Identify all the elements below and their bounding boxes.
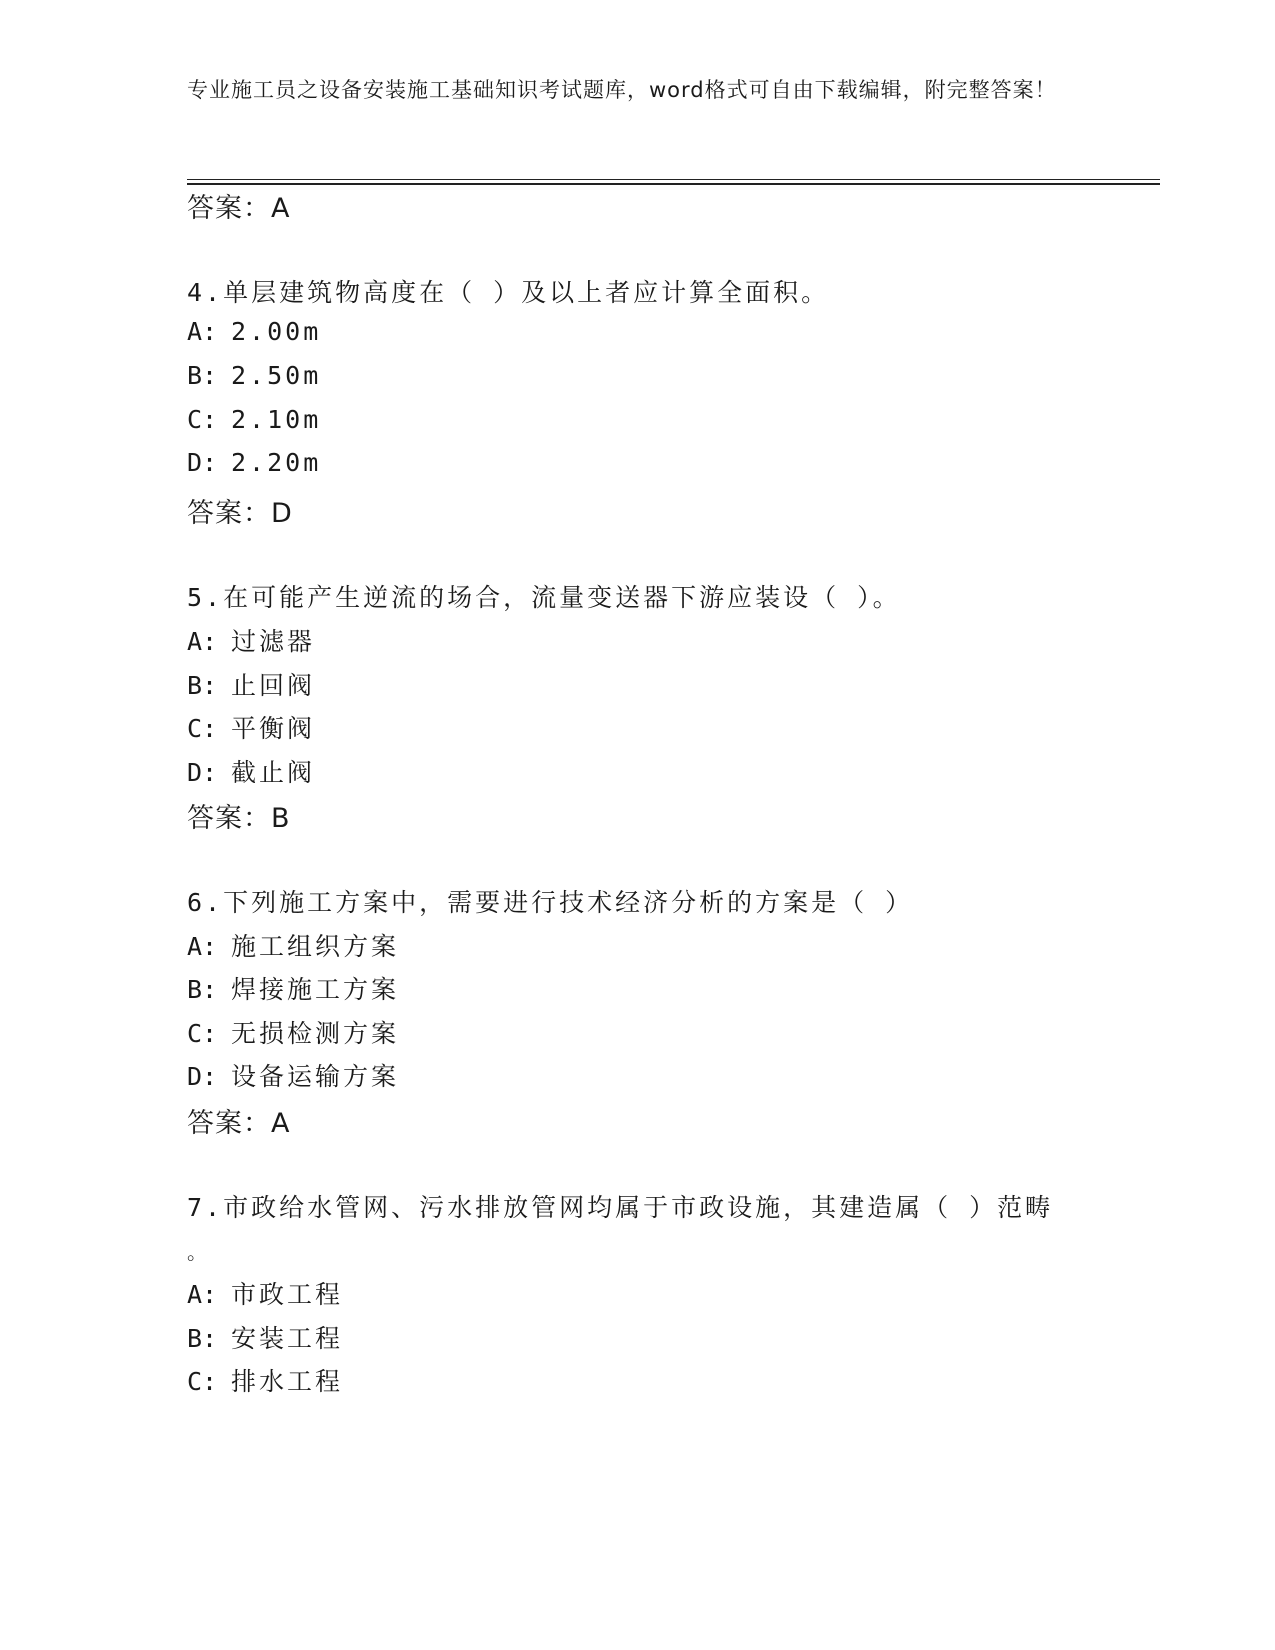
option-text: 2.00m — [231, 317, 322, 346]
answer-value: D — [271, 498, 293, 529]
option-label: A: — [187, 317, 218, 346]
option-label: C: — [187, 405, 218, 434]
option-a — [187, 1275, 343, 1311]
answer-value: A — [271, 1108, 291, 1139]
option-text: 排水工程 — [231, 1367, 344, 1396]
option-label: A: — [187, 627, 218, 656]
answer-value: B — [271, 803, 291, 834]
option-text: 平衡阀 — [231, 714, 316, 743]
option-label: A: — [187, 1280, 218, 1309]
option-label: D: — [187, 448, 218, 477]
option-text: 安装工程 — [231, 1324, 344, 1353]
option-d — [187, 448, 321, 477]
question-stem: 市政给水管网、污水排放管网均属于市政设施，其建造属（ ）范畴 — [223, 1193, 1054, 1222]
answer-line — [187, 491, 293, 530]
question-6-text — [187, 883, 913, 919]
question-7-text — [187, 1188, 1053, 1224]
option-label: D: — [187, 1062, 218, 1091]
header-divider-thin — [187, 179, 1160, 180]
option-d — [187, 1057, 399, 1093]
option-c — [187, 405, 321, 434]
answer-line — [187, 796, 291, 835]
option-text: 施工组织方案 — [231, 932, 400, 961]
question-5-text — [187, 578, 901, 614]
question-4-text — [187, 273, 829, 309]
option-c — [187, 709, 315, 745]
option-label: B: — [187, 671, 218, 700]
option-label: D: — [187, 758, 218, 787]
option-text: 2.20m — [231, 448, 322, 477]
option-c — [187, 1362, 343, 1398]
option-text: 2.10m — [231, 405, 322, 434]
option-label: C: — [187, 1367, 218, 1396]
option-b — [187, 666, 315, 702]
answer-label: 答案： — [187, 803, 271, 834]
option-a — [187, 622, 315, 658]
answer-label: 答案： — [187, 193, 271, 224]
option-b — [187, 1319, 343, 1355]
question-number: 4. — [187, 278, 224, 307]
option-text: 止回阀 — [231, 671, 316, 700]
option-text: 无损检测方案 — [231, 1019, 400, 1048]
answer-line — [187, 1101, 290, 1140]
question-number: 6. — [187, 888, 224, 917]
option-text: 2.50m — [231, 361, 322, 390]
option-a — [187, 317, 321, 346]
answer-line — [187, 186, 290, 225]
header-divider-thick — [187, 183, 1160, 185]
option-b — [187, 970, 399, 1006]
option-text: 设备运输方案 — [231, 1062, 400, 1091]
option-b — [187, 361, 321, 390]
option-text: 市政工程 — [231, 1280, 344, 1309]
option-label: C: — [187, 1019, 218, 1048]
question-number: 7. — [187, 1193, 224, 1222]
question-number: 5. — [187, 583, 224, 612]
option-label: B: — [187, 361, 218, 390]
option-c — [187, 1014, 399, 1050]
answer-label: 答案： — [187, 498, 271, 529]
option-label: C: — [187, 714, 218, 743]
question-stem: 在可能产生逆流的场合，流量变送器下游应装设（ ）。 — [223, 583, 901, 612]
option-text: 截止阀 — [231, 758, 316, 787]
option-label: B: — [187, 1324, 218, 1353]
option-a — [187, 927, 399, 963]
question-7-continuation: 。 — [187, 1240, 210, 1264]
option-text: 焊接施工方案 — [231, 975, 400, 1004]
option-label: A: — [187, 932, 218, 961]
option-text: 过滤器 — [231, 627, 316, 656]
option-label: B: — [187, 975, 218, 1004]
answer-value: A — [271, 193, 291, 224]
question-stem: 单层建筑物高度在（ ）及以上者应计算全面积。 — [223, 278, 830, 307]
question-stem: 下列施工方案中，需要进行技术经济分析的方案是（ ） — [223, 888, 914, 917]
answer-label: 答案： — [187, 1108, 271, 1139]
document-header: 专业施工员之设备安装施工基础知识考试题库，word格式可自由下载编辑，附完整答案！ — [187, 78, 1057, 102]
option-d — [187, 753, 315, 789]
